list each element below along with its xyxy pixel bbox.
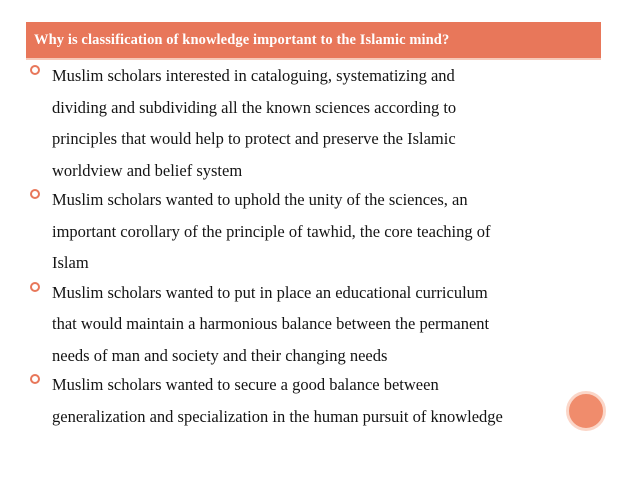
bullet-item: [30, 369, 620, 432]
bullet-item: [30, 277, 620, 372]
bullet-list: [30, 66, 620, 436]
hollow-circle-bullet-icon: [30, 189, 40, 199]
hollow-circle-bullet-icon: [30, 282, 40, 292]
orange-circle-icon: [566, 391, 606, 431]
bullet-text: Muslim scholars interested in cataloguing, systematizing and dividing and subdividing all the known sciences according to principles that would help to protect and preserve the Islamic worldview and belief system: [52, 66, 457, 180]
hollow-circle-bullet-icon: [30, 374, 40, 384]
title-bar: [26, 22, 601, 60]
bullet-item: [30, 60, 620, 186]
bullet-text: Muslim scholars wanted to put in place an educational curriculum that would maintain a harmonious balance between the permanent needs of man and society and their changing needs: [52, 282, 490, 365]
bullet-text: Muslim scholars wanted to secure a good balance between generalization and specialization in the human pursuit of knowledge: [52, 375, 503, 426]
bullet-text: Muslim scholars wanted to uphold the unity of the sciences, an important corollary of the principle of tawhid, the core teaching of Islam: [52, 190, 491, 272]
slide-title: Why is classification of knowledge important to the Islamic mind?: [34, 31, 450, 48]
bullet-item: [30, 184, 620, 279]
hollow-circle-bullet-icon: [30, 65, 40, 75]
